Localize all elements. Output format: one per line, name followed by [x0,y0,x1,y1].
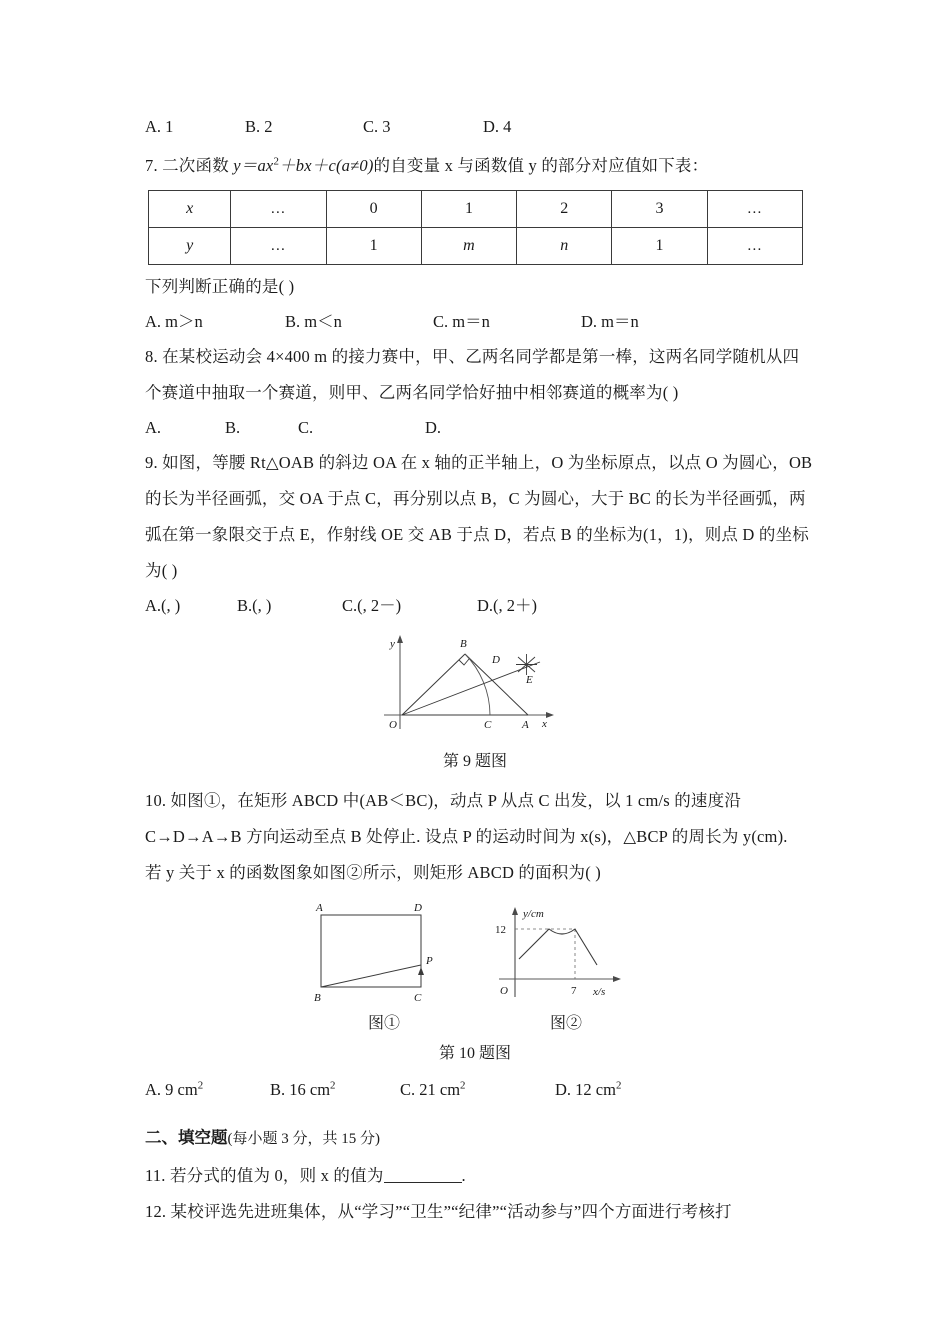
label-A: A [522,719,529,731]
q7-value-table [148,190,803,265]
label-B: B [460,638,467,650]
q9-option-b[interactable]: B.(, ) [237,596,272,615]
q7-formula-part1: y＝ax [233,156,274,175]
cell-x-dots-left: … [231,191,326,228]
section-2-heading [145,1119,805,1158]
q8-options [145,411,805,445]
q10-option-b-sup: 2 [330,1079,336,1092]
cell-y-dots-right: … [707,228,802,265]
label-axis-x: x [542,718,547,730]
q7-stem-prefix: 7. 二次函数 [145,156,234,175]
q7-stem-suffix: 的自变量 x 与函数值 y 的部分对应值如下表： [373,156,709,175]
cell-x-1: 1 [421,191,516,228]
q7-option-a[interactable]: A. m＞n [145,312,203,331]
graph-curve [519,929,597,965]
q10-stem-line3: 若 y 关于 x 的函数图象如图②所示，则矩形 ABCD 的面积为( ) [145,863,601,882]
q6-option-a[interactable]: A. 1 [145,117,174,136]
graph-x-axis-arrow [613,976,621,982]
x-axis-arrow [546,712,554,718]
q10-option-d-text: D. 12 cm [555,1080,616,1099]
graph-y-axis-label: y/cm [522,908,544,920]
q7-formula-part2: ＋bx＋c(a≠0) [279,156,374,175]
graph-origin-label: O [499,985,508,997]
q8-option-c[interactable]: C. [298,418,314,437]
q6-option-c[interactable]: C. 3 [363,117,391,136]
q7-stem [145,148,805,184]
q8-option-d[interactable]: D. [425,418,442,437]
q9-stem-line4: 为( ) [145,561,178,580]
q8-stem-line2: 个赛道中抽取一个赛道，则甲、乙两名同学恰好抽中相邻赛道的概率为( ) [145,383,679,402]
section-2-note: (每小题 3 分，共 15 分) [227,1131,380,1147]
cell-y-n: n [517,228,612,265]
q10-figure-row [145,897,805,1007]
q10-stem-line1: 10. 如图①，在矩形 ABCD 中(AB＜BC)，动点 P 从点 C 出发，以 1 cm/s 的速度沿 [145,791,742,810]
label-O: O [389,719,397,731]
q9-geometry-figure [370,627,580,739]
q9-stem-line3: 弧在第一象限交于点 E，作射线 OE 交 AB 于点 D，若点 B 的坐标为(1，1)，则点 D 的坐标 [145,525,809,544]
q10-options [145,1073,805,1107]
q9-figure-caption: 第 9 题图 [442,753,507,770]
cell-y-0: 1 [326,228,421,265]
q10-option-c-text: C. 21 cm [400,1080,461,1099]
q11-stem [145,1158,805,1194]
q9-option-c[interactable]: C.(, 2－) [342,596,402,615]
q10-graph-figure [487,897,652,1007]
q11-answer-blank[interactable] [384,1168,462,1183]
cell-y-label: y [149,228,231,265]
label-D: D [413,902,422,914]
q8-option-b[interactable]: B. [225,418,241,437]
q6-option-b[interactable]: B. 2 [245,117,273,136]
section-2-title: 二、填空题 [145,1128,228,1147]
q10-option-b[interactable] [270,1073,400,1107]
arc-BC [465,654,490,715]
q10-option-a-text: A. 9 cm [145,1080,198,1099]
q10-figures-wrap [145,897,805,1069]
cell-x-dots-right: … [707,191,802,228]
graph-y-tick-label: 12 [494,924,506,936]
q10-figure2-caption: 图② [550,1015,583,1032]
q8-stem-line1: 8. 在某校运动会 4×400 m 的接力赛中，甲、乙两名同学都是第一棒，这两名同学随机从四 [145,347,800,366]
right-angle-mark-at-B [459,659,469,665]
cell-y-dots-left: … [231,228,326,265]
q10-figure-caption: 第 10 题图 [438,1045,511,1062]
label-axis-y: y [390,638,395,650]
q9-option-d[interactable]: D.(, 2＋) [477,596,538,615]
graph-y-axis-arrow [512,907,518,915]
label-D: D [492,654,500,666]
q7-option-d[interactable]: D. m＝n [581,312,639,331]
table-row [149,228,803,265]
q12-stem-line1: 12. 某校评选先进班集体，从“学习”“卫生”“纪律”“活动参与”四个方面进行考核打 [145,1202,732,1221]
q6-option-d[interactable]: D. 4 [483,117,512,136]
q9-stem-line2: 的长为半径画弧，交 OA 于点 C，再分别以点 B，C 为圆心，大于 BC 的长为半径画弧，两 [145,489,806,508]
graph-x-tick-label: 7 [570,985,576,997]
cell-y-1: 1 [612,228,707,265]
graph-x-axis-label: x/s [592,986,605,998]
q9-options [145,589,805,623]
q10-option-c-sup: 2 [460,1079,466,1092]
q7-formula-exponent: 2 [273,155,280,168]
q7-option-c[interactable]: C. m＝n [433,312,490,331]
q9-stem-line1: 9. 如图，等腰 Rt△OAB 的斜边 OA 在 x 轴的正半轴上，O 为坐标原点，以点 O 为圆心，OB [145,453,813,472]
q10-option-d[interactable] [555,1073,685,1107]
label-C: C [413,992,421,1004]
q10-option-c[interactable] [400,1073,555,1107]
q10-option-a-sup: 2 [197,1079,204,1092]
q10-option-b-text: B. 16 cm [270,1080,331,1099]
label-B: B [313,992,321,1004]
q9-option-a[interactable]: A.(, ) [145,596,181,615]
q11-text-after: . [461,1166,466,1185]
page-content [145,112,813,1230]
q10-option-a[interactable] [145,1073,270,1107]
label-E: E [526,674,533,686]
label-P: P [425,955,433,967]
cell-x-3: 3 [612,191,707,228]
cell-x-label: x [149,191,231,228]
q7-options [145,305,805,339]
q10-subcaptions [145,1009,805,1039]
construction-cross-at-E [516,654,537,675]
q10-figure1-caption: 图① [367,1015,400,1032]
q6-options [145,112,805,142]
q7-prompt: 下列判断正确的是( ) [145,277,295,296]
motion-direction-arrow [418,967,424,975]
segment-OB [402,654,465,715]
cell-x-2: 2 [517,191,612,228]
cell-x-0: 0 [326,191,421,228]
y-axis-arrow [397,635,403,643]
q11-text-before: 11. 若分式的值为 0，则 x 的值为 [145,1166,384,1185]
q10-option-d-sup: 2 [615,1079,622,1092]
label-A: A [315,902,323,914]
q10-rectangle-figure [299,897,449,1007]
label-C: C [484,719,492,731]
q7-option-b[interactable]: B. m＜n [285,312,342,331]
table-row [149,191,803,228]
segment-BP [321,965,421,987]
q8-option-a[interactable]: A. [145,418,162,437]
q9-figure-wrap [145,627,805,777]
q10-stem-line2: C→D→A→B 方向运动至点 B 处停止. 设点 P 的运动时间为 x(s)，△BCP 的周长为 y(cm). [145,827,788,846]
cell-y-m: m [421,228,516,265]
